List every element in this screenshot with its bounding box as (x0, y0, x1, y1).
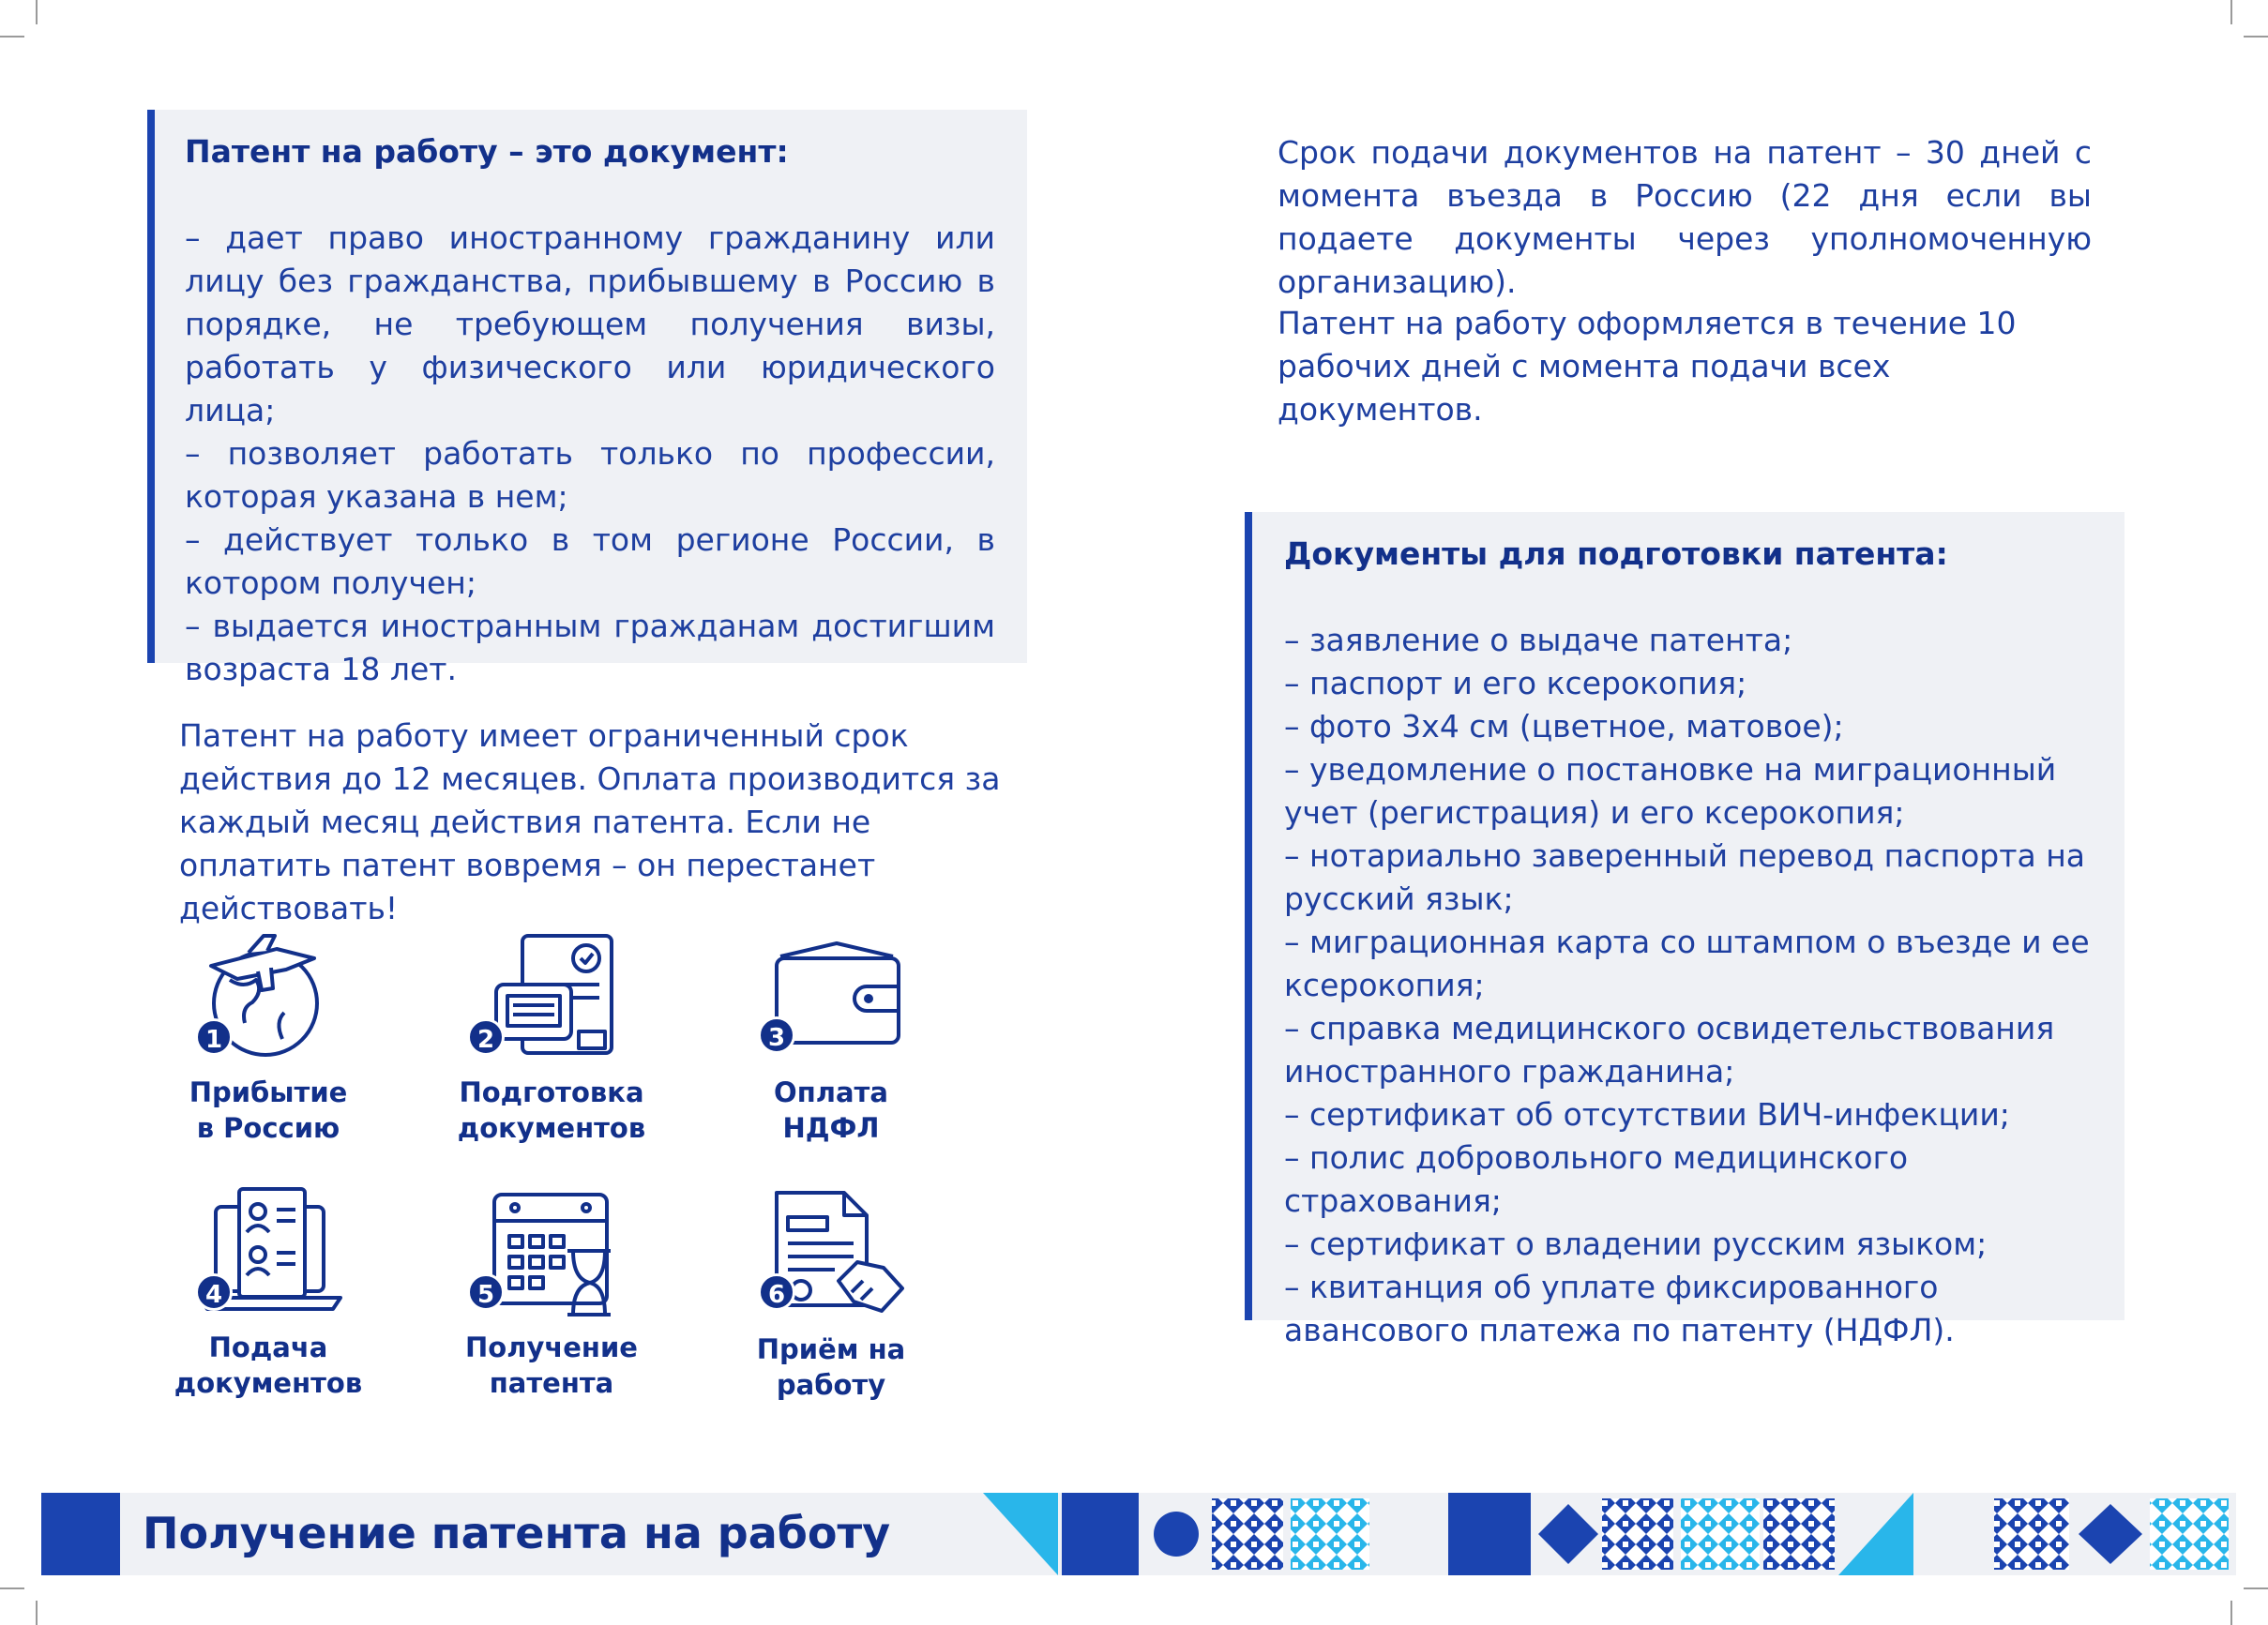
step-number-badge: 5 (467, 1273, 505, 1311)
patent-definition-list (185, 217, 995, 691)
step-number-badge: 3 (758, 1016, 795, 1054)
step-label: Подготовка документов (457, 1076, 646, 1144)
step-label: Приём на работу (756, 1333, 906, 1401)
step-label: Оплата НДФЛ (774, 1076, 888, 1144)
footer-square (41, 1493, 120, 1575)
crop-mark (36, 1601, 38, 1625)
step-number-badge: 6 (758, 1273, 795, 1311)
list-item: – дает право иностранному гражданину или лицу без гражданства, прибывшему в Россию в порядке, не требующем получения визы, работать у физического или юридического лица; (185, 219, 995, 429)
list-item: – квитанция об уплате фиксированного авансового платежа по патенту (НДФЛ). (1284, 1269, 1955, 1348)
crop-mark (2244, 36, 2268, 38)
crop-mark (2230, 1601, 2232, 1625)
list-item: – фото 3х4 см (цветное, матовое); (1284, 708, 1844, 745)
footer-title: Получение патента на работу (143, 1508, 891, 1558)
list-item: – уведомление о постановке на миграционный учет (регистрация) и его ксерокопия; (1284, 751, 2057, 831)
list-item: – сертификат о владении русским языком; (1284, 1226, 1988, 1262)
step-label: Подача документов (174, 1332, 363, 1399)
step-number-badge: 1 (195, 1018, 233, 1056)
list-item: – действует только в том регионе России, в котором получен; (185, 521, 995, 601)
list-item: – полис добровольного медицинского страхования; (1284, 1139, 1909, 1219)
processing-paragraph: Патент на работу оформляется в течение 10 рабочих дней с момента подачи всех документов. (1278, 305, 2017, 428)
step-label: Получение патента (465, 1332, 638, 1399)
crop-mark (36, 0, 38, 24)
crop-mark (2230, 0, 2232, 24)
crop-mark (0, 36, 24, 38)
step-number-badge: 4 (195, 1273, 233, 1311)
deadline-paragraph: Срок подачи документов на патент – 30 дней с момента въезда в Россию (22 дня если вы подаете документы через уполномоченную организацию). (1278, 134, 2092, 300)
documents-list (1284, 619, 2096, 1352)
step-number-badge: 2 (467, 1018, 505, 1056)
footer-ornament (975, 1493, 2236, 1575)
patent-definition-title: Патент на работу – это документ: (185, 133, 789, 170)
documents-box (1245, 512, 2124, 1348)
validity-paragraph: Патент на работу имеет ограниченный срок действия до 12 месяцев. Оплата производится за каждый месяц действия патента. Если не оплатить патент вовремя – он перестанет действовать! (179, 717, 1001, 926)
documents-title: Документы для подготовки патента: (1284, 535, 1948, 572)
list-item: – паспорт и его ксерокопия; (1284, 665, 1747, 701)
step-label: Прибытие в Россию (189, 1076, 348, 1144)
patent-definition-box (147, 110, 1027, 687)
list-item: – сертификат об отсутствии ВИЧ-инфекции; (1284, 1096, 2010, 1133)
list-item: – нотариально заверенный перевод паспорта на русский язык; (1284, 837, 2085, 917)
crop-mark (2244, 1587, 2268, 1589)
list-item: – справка медицинского освидетельствования иностранного гражданина; (1284, 1010, 2055, 1090)
list-item: – выдается иностранным гражданам достигшим возраста 18 лет. (185, 608, 995, 687)
list-item: – заявление о выдаче патента; (1284, 622, 1793, 658)
crop-mark (0, 1587, 24, 1589)
list-item: – позволяет работать только по профессии, которая указана в нем; (185, 435, 995, 515)
list-item: – миграционная карта со штампом о въезде и ее ксерокопия; (1284, 924, 2090, 1003)
